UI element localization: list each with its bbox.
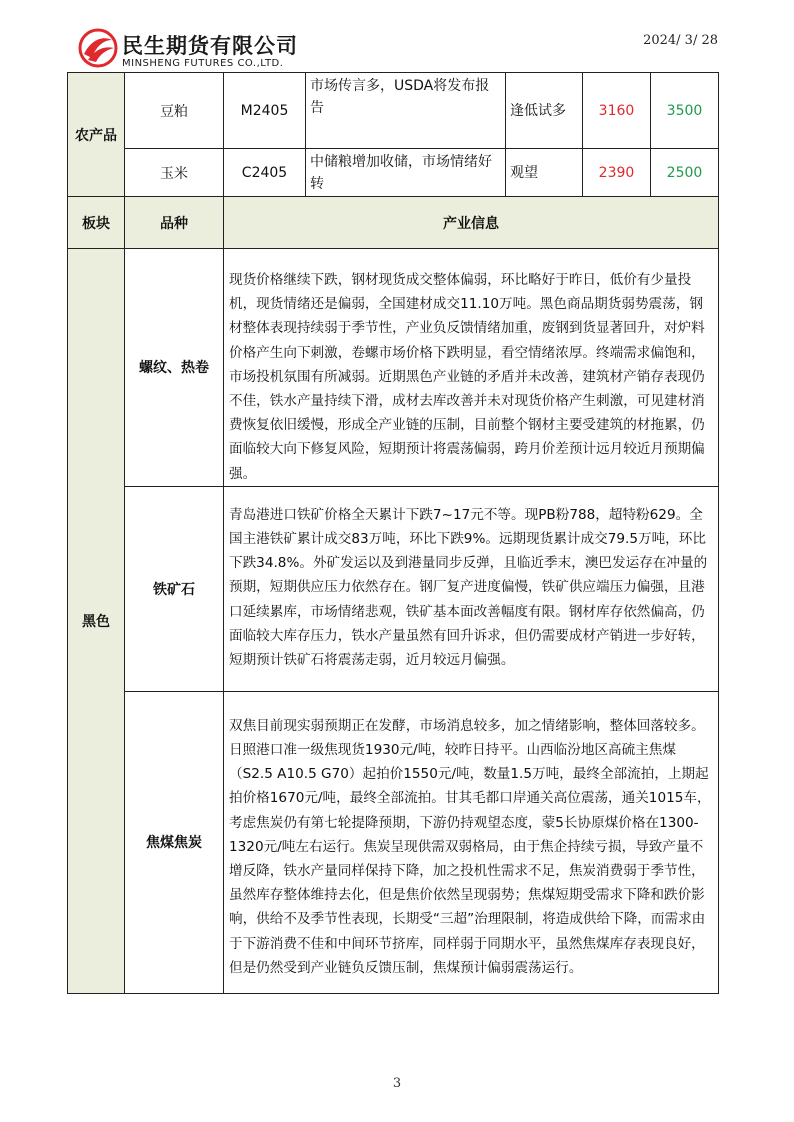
price-high: 2500 [651, 149, 719, 197]
header-sector: 板块 [68, 197, 125, 249]
table-row-rebar [68, 249, 719, 487]
strategy-cell: 逢低试多 [506, 73, 583, 149]
variety-cell: 螺纹、热卷 [125, 249, 224, 487]
price-low: 2390 [583, 149, 651, 197]
info-cell: 市场传言多，USDA将发布报告 [306, 73, 506, 149]
contract-code: C2405 [224, 149, 306, 197]
table-row-corn [68, 149, 719, 197]
sector-agri: 农产品 [68, 73, 125, 197]
variety-cell: 豆粕 [125, 73, 224, 149]
strategy-table [67, 72, 719, 994]
industry-info-text: 青岛港进口铁矿价格全天累计下跌7~17元不等。现PB粉788，超特粉629。全国主港铁矿累计成交83万吨，环比下跌9%。远期现货累计成交79.5万吨，环比下跌34.8%。外矿发运以及到港量同步反弹，且临近季末，澳巴发运存在冲量的预期，短期供应压力依然存在。钢厂复产进度偏慢，铁矿供应端压力偏强，且港口延续累库，市场情绪悲观，铁矿基本面改善幅度有限。钢材库存依然偏高，仍面临较大库存压力，铁水产量虽然有回升诉求，但仍需要成材产销进一步好转，短期预计铁矿石将震荡走弱，近月较远月偏强。 [224, 486, 719, 691]
price-high: 3500 [651, 73, 719, 149]
industry-info-text: 双焦目前现实弱预期正在发酵，市场消息较多，加之情绪影响，整体回落较多。日照港口准一级焦现货1930元/吨，较昨日持平。山西临汾地区高硫主焦煤（S2.5 A10.5 G70）起拍价1550元/吨，数量1.5万吨，最终全部流拍，上期起拍价格1670元/吨，最终全部流拍。甘其毛都口岸通关高位震荡，通关1015车，考虑焦炭仍有第七轮提降预期，下游仍持观望态度，蒙5长协原煤价格在1300-1320元/吨左右运行。焦炭呈现供需双弱格局，由于焦企持续亏损，导致产量不增反降，铁水产量同样保持下降，加之投机性需求不足，焦炭消费弱于季节性，虽然库存整体维持去化，但是焦价依然呈现弱势；焦煤短期受需求下降和跌价影响，供给不及季节性表现，长期受“三超”治理限制，将造成供给下降，而需求由于下游消费不佳和中间环节挤库，同样弱于同期水平，虽然焦煤库存表现良好，但是仍然受到产业链负反馈压制，焦煤预计偏弱震荡运行。 [224, 691, 719, 993]
strategy-cell: 观望 [506, 149, 583, 197]
header-industry-info: 产业信息 [224, 197, 719, 249]
variety-cell: 玉米 [125, 149, 224, 197]
variety-cell: 焦煤焦炭 [125, 691, 224, 993]
brand-name-cn: 民生期货有限公司 [122, 34, 298, 58]
minsheng-logo-icon [78, 28, 118, 68]
table-row-iron-ore [68, 486, 719, 691]
price-low: 3160 [583, 73, 651, 149]
brand-name-en: MINSHENG FUTURES CO.,LTD. [122, 58, 284, 69]
section-header-row [68, 197, 719, 249]
table-row-soymeal [68, 73, 719, 149]
sector-black: 黑色 [68, 249, 125, 994]
contract-code: M2405 [224, 73, 306, 149]
header-variety: 品种 [125, 197, 224, 249]
info-cell: 中储粮增加收储，市场情绪好转 [306, 149, 506, 197]
industry-info-text: 现货价格继续下跌，钢材现货成交整体偏弱，环比略好于昨日，低价有少量投机，现货情绪还是偏弱，全国建材成交11.10万吨。黑色商品期货弱势震荡，钢材整体表现持续弱于季节性，产业负反馈情绪加重，废钢到货显著回升，对炉料价格产生向下刺激，卷螺市场价格下跌明显，看空情绪浓厚。终端需求偏饱和，市场投机氛围有所减弱。近期黑色产业链的矛盾并未改善，建筑材产销存表现仍不佳，铁水产量持续下滑，成材去库改善并未对现货价格产生刺激，可见建材消费恢复依旧缓慢，形成全产业链的压制，目前整个钢材主要受建筑的材拖累，仍面临较大向下修复风险，短期预计将震荡偏弱，跨月价差预计远月较近月预期偏强。 [224, 249, 719, 487]
table-row-coking [68, 691, 719, 993]
variety-cell: 铁矿石 [125, 486, 224, 691]
page-number: 3 [392, 1076, 402, 1091]
report-date: 2024/ 3/ 28 [643, 33, 718, 48]
company-logo [78, 28, 318, 74]
